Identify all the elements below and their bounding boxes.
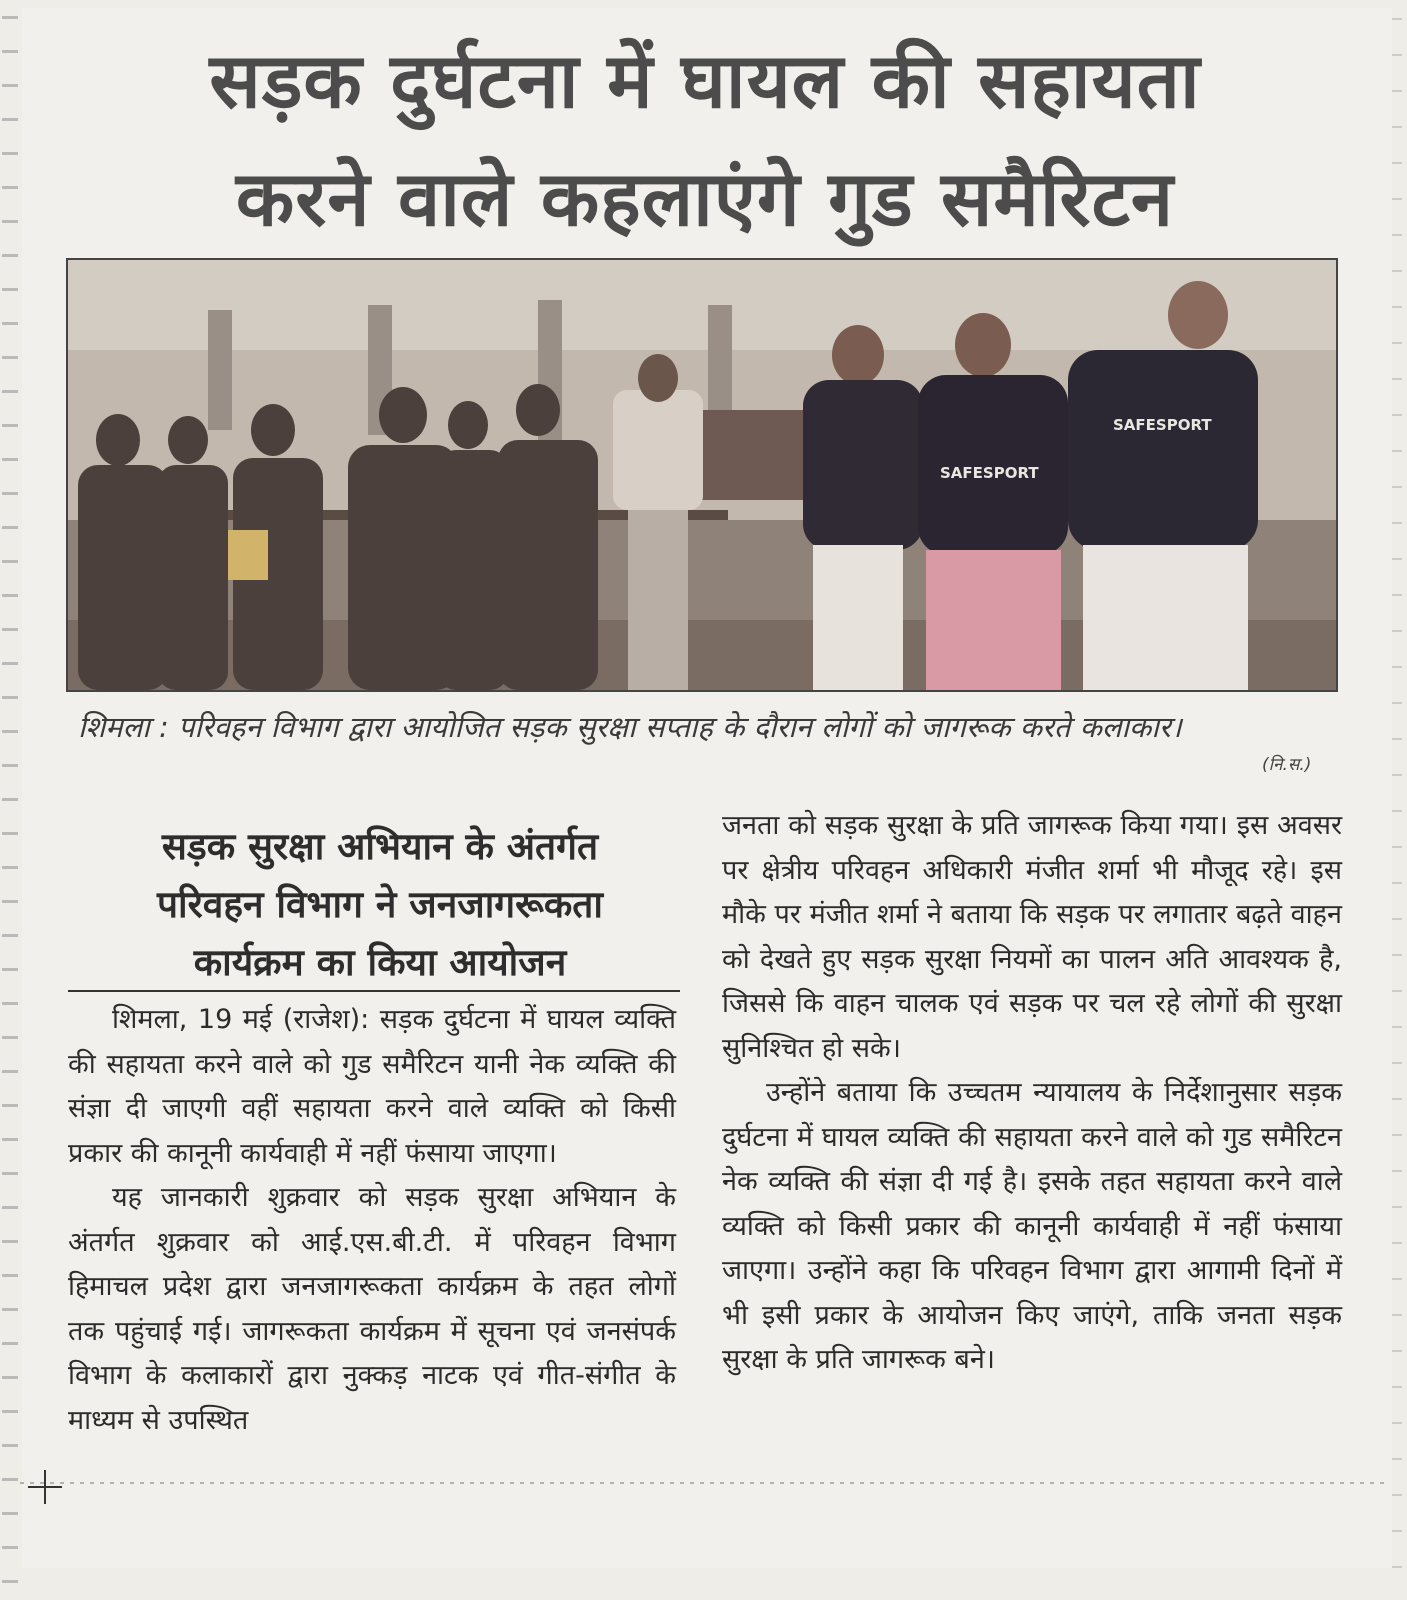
hoodie-text-1: SAFESPORT	[940, 464, 1039, 482]
cut-line-bottom	[20, 1482, 1390, 1484]
article-paragraph: उन्होंने बताया कि उच्चतम न्यायालय के निर्देशानुसार सड़क दुर्घटना में घायल व्यक्ति की सहायता करने वाले को गुड समैरिटन नेक व्यक्ति की संज्ञा दी गई है। इसके तहत सहायता करने वाले व्यक्ति को किसी प्रकार की कानूनी कार्यवाही में नहीं फंसाया जाएगा। उन्होंने कहा कि परिवहन विभाग द्वारा आगामी दिनों में भी इसी प्रकार के आयोजन किए जाएंगे, ताकि जनता सड़क सुरक्षा के प्रति जागरूक बने।	[722, 1077, 1342, 1375]
sub-headline-line-3: कार्यक्रम का किया आयोजन	[193, 941, 567, 984]
article-column-1	[68, 998, 676, 1443]
crosshair-icon	[28, 1470, 62, 1504]
news-photo	[66, 258, 1338, 692]
headline-line-1: सड़क दुर्घटना में घायल की सहायता	[209, 36, 1201, 125]
scissor-cut-left	[2, 0, 18, 1600]
article-column-2	[722, 804, 1342, 1383]
article-paragraph: जनता को सड़क सुरक्षा के प्रति जागरूक किया गया। इस अवसर पर क्षेत्रीय परिवहन अधिकारी मंजीत शर्मा भी मौजूद रहे। इस मौके पर मंजीत शर्मा ने बताया कि सड़क पर लगातार बढ़ते वाहन को देखते हुए सड़क सुरक्षा नियमों का पालन अति आवश्यक है, जिससे कि वाहन चालक एवं सड़क पर चल रहे लोगों की सुरक्षा सुनिश्चित हो सके।	[722, 810, 1342, 1064]
sub-headline-rule	[68, 990, 680, 992]
headline	[60, 22, 1350, 258]
sub-headline-line-2: परिवहन विभाग ने जनजागरूकता	[157, 883, 603, 926]
article-paragraph: यह जानकारी शुक्रवार को सड़क सुरक्षा अभियान के अंतर्गत शुक्रवार को आई.एस.बी.टी. में परिवहन विभाग हिमाचल प्रदेश द्वारा जनजागरूकता कार्यक्रम के तहत लोगों तक पहुंचाई गई। जागरूकता कार्यक्रम में सूचना एवं जनसंपर्क विभाग के कलाकारों द्वारा नुक्कड़ नाटक एवं गीत-संगीत के माध्यम से उपस्थित	[68, 1182, 676, 1436]
sub-headline-line-1: सड़क सुरक्षा अभियान के अंतर्गत	[161, 825, 599, 868]
hoodie-text-2: SAFESPORT	[1113, 416, 1212, 434]
photo-illustration	[68, 260, 1336, 690]
photo-credit: (नि.स.)	[1262, 755, 1312, 775]
photo-caption: शिमला : परिवहन विभाग द्वारा आयोजित सड़क सुरक्षा सप्ताह के दौरान लोगों को जागरूक करते कलाकार।	[78, 710, 1182, 744]
headline-line-2: करने वाले कहलाएंगे गुड समैरिटन	[235, 154, 1175, 243]
article-paragraph: शिमला, 19 मई (राजेश): सड़क दुर्घटना में घायल व्यक्ति की सहायता करने वाले को गुड समैरिटन यानी नेक व्यक्ति की संज्ञा दी जाएगी वहीं सहायता करने वाले व्यक्ति को किसी प्रकार की कानूनी कार्यवाही में नहीं फंसाया जाएगा।	[68, 1004, 676, 1169]
sub-headline	[70, 818, 690, 992]
